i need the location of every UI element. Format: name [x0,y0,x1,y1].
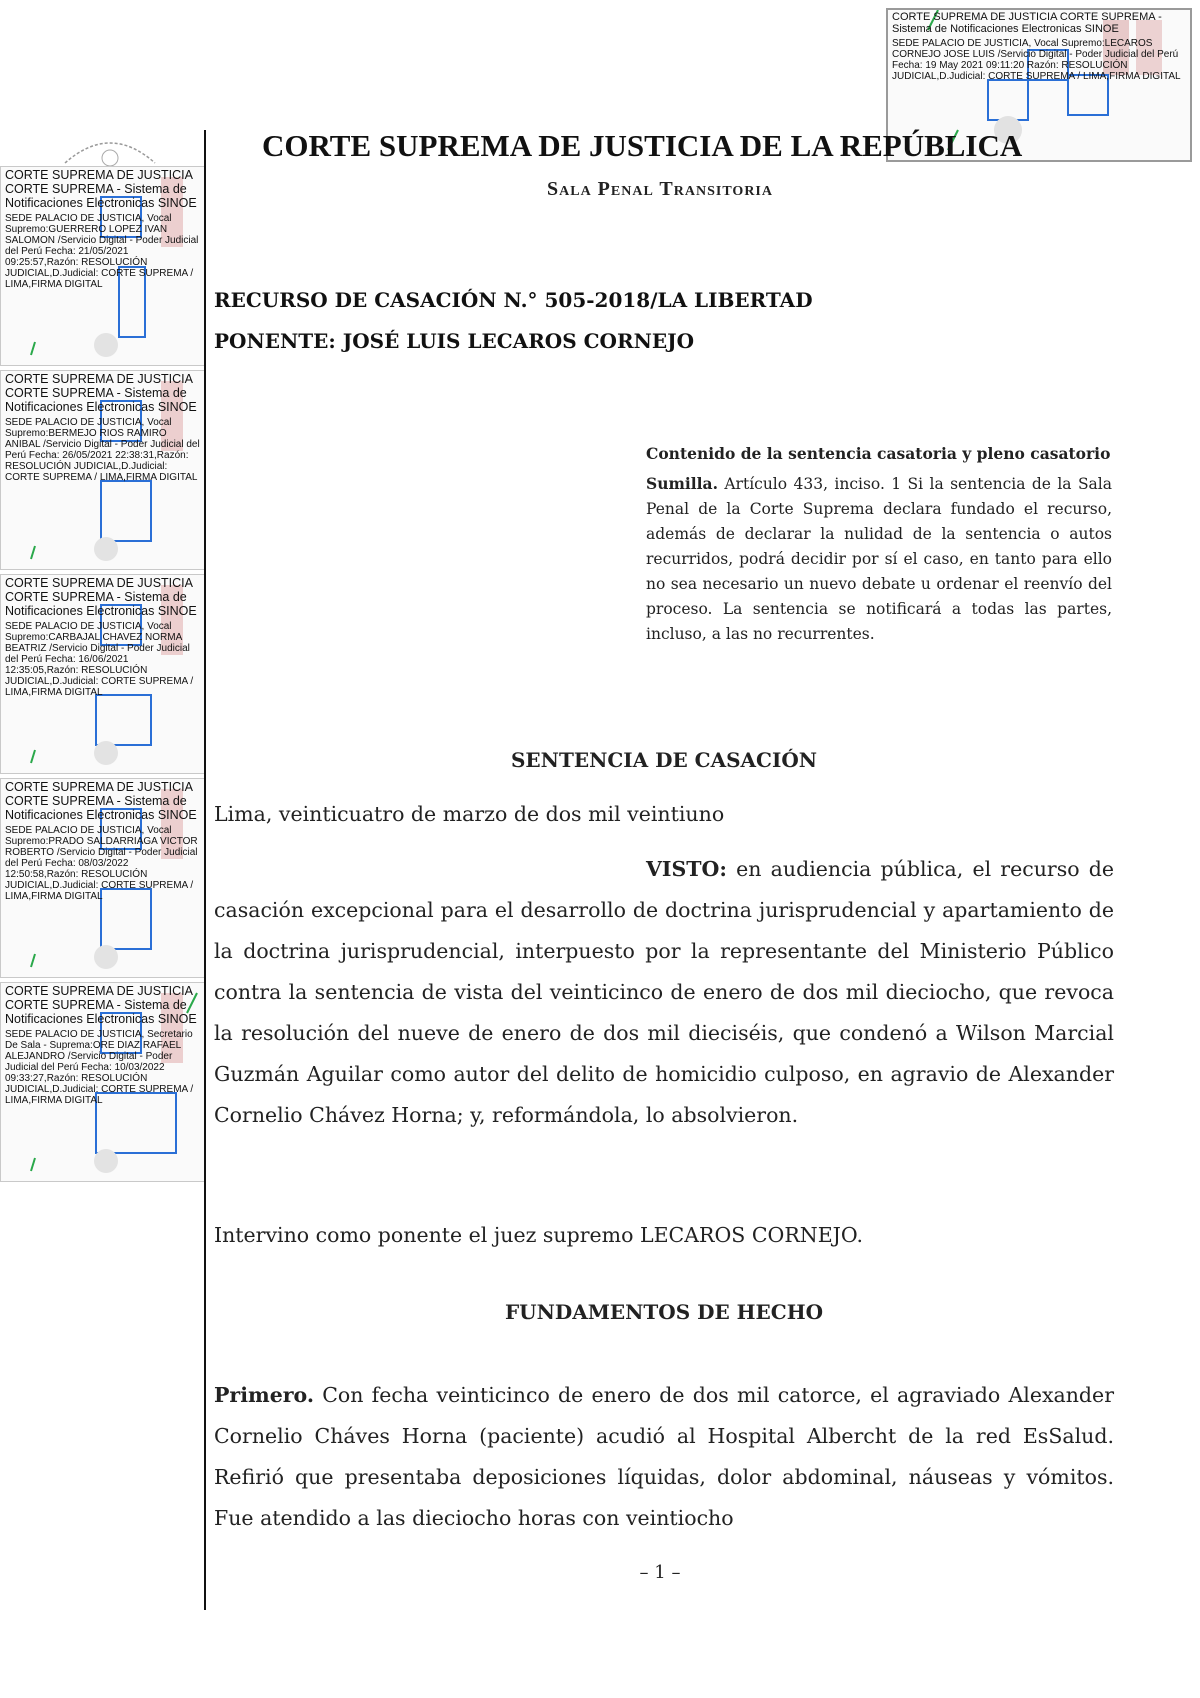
page-number: – 1 – [639,1562,681,1583]
sumilla-block [646,442,1112,647]
signature-stamp-2 [0,370,206,570]
stamp-4-line2: SEDE PALACIO DE JUSTICIA, Vocal Supremo:PRADO SALDARRIAGA VICTOR ROBERTO /Servicio Digital - Poder Judicial del Perú Fecha: 08/03/2022 12:50:58,Razón: RESOLUCIÓN JUDICIAL,D.Judicial: CORTE SUPREMA / LIMA,FIRMA DIGITAL [5,825,198,902]
stamp-top-line1: CORTE SUPREMA DE JUSTICIA CORTE SUPREMA - Sistema de Notificaciones Electronicas SINOE [892,11,1162,35]
sala-title: Sala Penal Transitoria [547,178,773,200]
sumilla-title: Contenido de la sentencia casatoria y pleno casatorio [646,444,1111,463]
signature-stamp-5 [0,982,206,1182]
stamp-1-line2: SEDE PALACIO DE JUSTICIA, Vocal Supremo:GUERRERO LOPEZ IVAN SALOMON /Servicio Digital - Poder Judicial del Perú Fecha: 21/05/2021 09:25:57,Razón: RESOLUCIÓN JUDICIAL,D.Judicial: CORTE SUPREMA / LIMA,FIRMA DIGITAL [5,213,199,290]
court-title: CORTE SUPREMA DE JUSTICIA DE LA REPÚBLICA [262,128,1023,163]
visto-paragraph [214,849,1114,1136]
stamp-top-line2: SEDE PALACIO DE JUSTICIA, Vocal Supremo:LECAROS CORNEJO JOSE LUIS /Servicio Digital - Poder Judicial del Perú Fecha: 19 May 2021 09:11:20 Razón: RESOLUCIÓN JUDICIAL,D.Judicial: CORTE SUPREMA / LIMA,FIRMA DIGITAL [892,38,1181,82]
visto-label: VISTO: [646,857,727,881]
sumilla-paragraph [646,471,1112,647]
recurso-heading: RECURSO DE CASACIÓN N.° 505-2018/LA LIBERTAD [214,288,813,312]
primero-paragraph [214,1375,1114,1539]
date-line: Lima, veinticuatro de marzo de dos mil veintiuno [214,802,725,826]
fundamentos-title: FUNDAMENTOS DE HECHO [504,1300,824,1324]
stamp-4-line1: CORTE SUPREMA DE JUSTICIA CORTE SUPREMA - Sistema de Notificaciones Electronicas SINOE [5,780,197,822]
stamp-3-line2: SEDE PALACIO DE JUSTICIA, Vocal Supremo:CARBAJAL CHAVEZ NORMA BEATRIZ /Servicio Digital - Poder Judicial del Perú Fecha: 16/06/2021 12:35:05,Razón: RESOLUCIÓN JUDICIAL,D.Judicial: CORTE SUPREMA / LIMA,FIRMA DIGITAL [5,621,194,698]
signature-stamp-3 [0,574,206,774]
primero-text: Con fecha veinticinco de enero de dos mil catorce, el agraviado Alexander Cornelio Cháves Horna (paciente) acudió al Hospital Albercht de la red EsSalud. Refirió que presentaba deposiciones líquidas, dolor abdominal, náuseas y vómitos. Fue atendido a las dieciocho horas con veintiocho [214,1383,1114,1530]
sumilla-text: Artículo 433, inciso. 1 Si la sentencia de la Sala Penal de la Corte Suprema declara fundado el recurso, además de declarar la nulidad de la sentencia o autos recurridos, podrá decidir por sí el caso, en tanto para ello no sea necesario un nuevo debate u ordenar el reenvío del proceso. La sentencia se notificará a todas las partes, incluso, a las no recurrentes. [646,475,1112,643]
primero-label: Primero. [214,1383,314,1407]
ponente-heading: PONENTE: JOSÉ LUIS LECAROS CORNEJO [214,329,695,353]
visto-text: en audiencia pública, el recurso de casación excepcional para el desarrollo de doctrina jurisprudencial y apartamiento de la doctrina jurisprudencial, interpuesto por la representante del Ministerio Público contra la sentencia de vista del veinticinco de enero de dos mil dieciocho, que revoca la resolución del nueve de enero de dos mil dieciséis, que condenó a Wilson Marcial Guzmán Aguilar como autor del delito de homicidio culposo, en agravio de Alexander Cornelio Chávez Horna; y, reformándola, lo absolvieron. [214,857,1114,1127]
sentencia-title: SENTENCIA DE CASACIÓN [510,748,818,772]
intervino-line: Intervino como ponente el juez supremo LECAROS CORNEJO. [214,1223,864,1247]
sumilla-label: Sumilla. [646,474,718,493]
stamp-1-line1: CORTE SUPREMA DE JUSTICIA CORTE SUPREMA - Sistema de Notificaciones Electronicas SINOE [5,168,197,210]
stamp-2-line1: CORTE SUPREMA DE JUSTICIA CORTE SUPREMA - Sistema de Notificaciones Electronicas SINOE [5,372,197,414]
stamp-5-line2: SEDE PALACIO DE JUSTICIA, Secretario De Sala - Suprema:ORE DIAZ RAFAEL ALEJANDRO /Servicio Digital - Poder Judicial del Perú Fecha: 10/03/2022 09:33:27,Razón: RESOLUCIÓN JUDICIAL,D.Judicial: CORTE SUPREMA / LIMA,FIRMA DIGITAL [5,1029,194,1106]
stamp-2-line2: SEDE PALACIO DE JUSTICIA, Vocal Supremo:BERMEJO RIOS RAMIRO ANIBAL /Servicio Digital - Poder Judicial del Perú Fecha: 26/05/2021 22:38:31,Razón: RESOLUCIÓN JUDICIAL,D.Judicial: CORTE SUPREMA / LIMA,FIRMA DIGITAL [5,417,200,483]
stamp-3-line1: CORTE SUPREMA DE JUSTICIA CORTE SUPREMA - Sistema de Notificaciones Electronicas SINOE [5,576,197,618]
court-seal-icon [55,128,165,168]
stamp-5-line1: CORTE SUPREMA DE JUSTICIA CORTE SUPREMA - Sistema de Notificaciones Electronicas SINOE [5,984,197,1026]
signature-stamp-4 [0,778,206,978]
signature-stamp-1 [0,166,206,366]
